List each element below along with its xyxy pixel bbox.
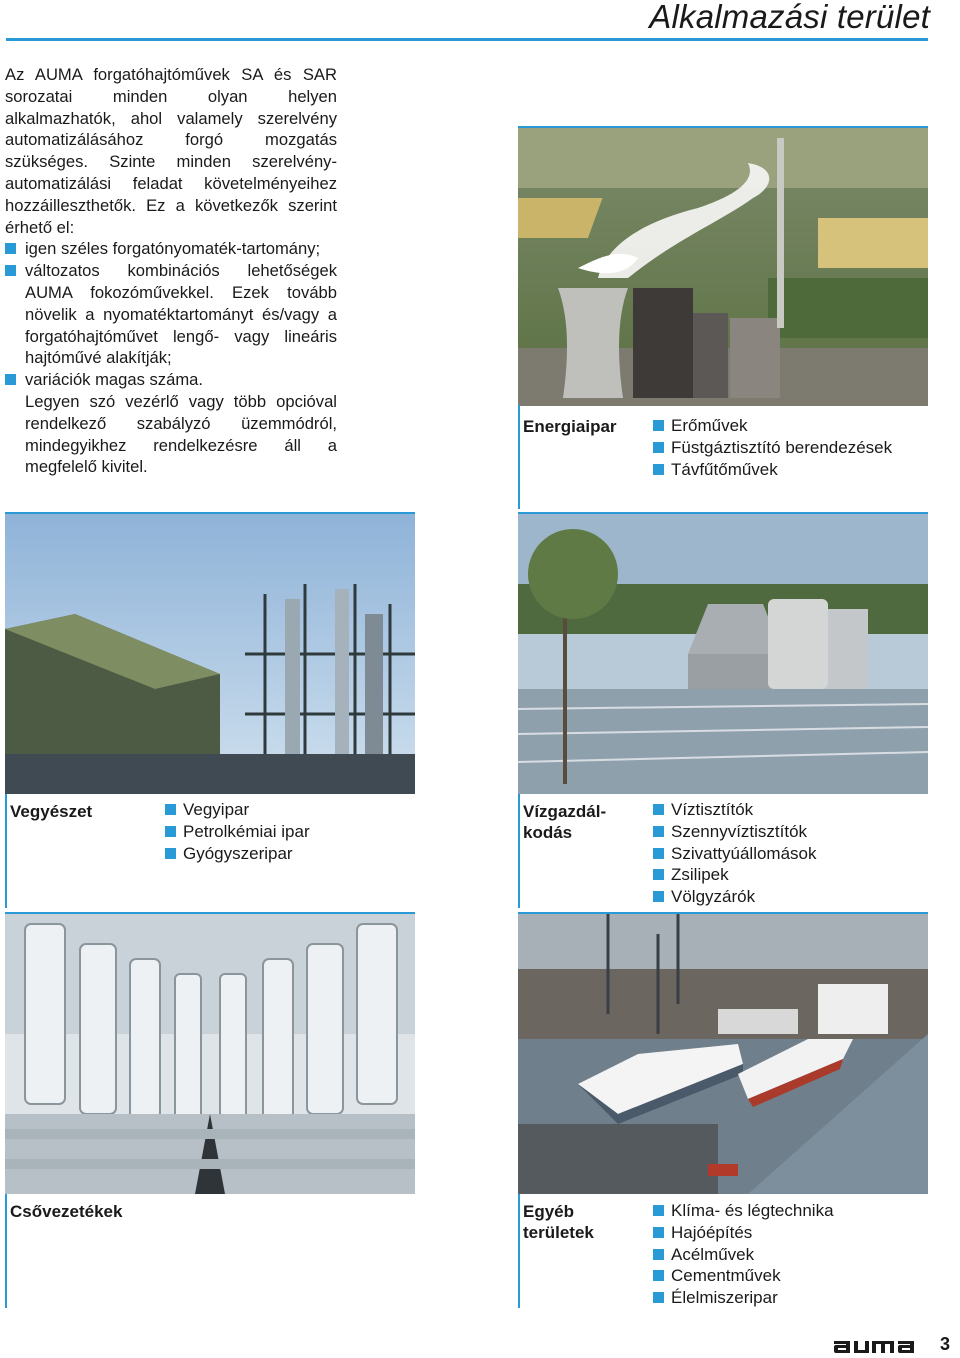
section-title-line: területek: [523, 1223, 594, 1242]
energy-list: [653, 415, 892, 480]
list-item: Cementművek: [653, 1265, 834, 1287]
section-rule: [5, 1194, 7, 1308]
list-item: Szennyvíztisztítók: [653, 821, 817, 843]
list-item: Acélművek: [653, 1244, 834, 1266]
pipeline-valves-photo: [5, 914, 415, 1194]
list-item: Völgyzárók: [653, 886, 817, 908]
section-title-chemistry: Vegyészet: [10, 802, 93, 821]
intro-bullet: variációk magas száma.: [5, 369, 337, 391]
section-rule: [5, 794, 7, 908]
section-title-line: Vízgazdál-: [523, 802, 607, 821]
chemical-plant-photo: [5, 514, 415, 794]
chemistry-list: [165, 799, 310, 864]
section-title-other: [523, 1201, 594, 1243]
list-item: Zsilipek: [653, 864, 817, 886]
section-title-line: kodás: [523, 823, 573, 842]
list-item: Szivattyúállomások: [653, 843, 817, 865]
page-number: 3: [940, 1334, 951, 1354]
list-item: Hajóépítés: [653, 1222, 834, 1244]
intro-bullet: igen széles forgatónyomaték-tartomány;: [5, 238, 337, 260]
section-rule: [518, 1194, 520, 1308]
section-title-pipelines: Csővezetékek: [10, 1202, 123, 1221]
water-treatment-photo: [518, 514, 928, 794]
auma-logo: [834, 1335, 920, 1358]
power-plant-photo: [518, 128, 928, 406]
section-rule: [518, 794, 520, 908]
shipyard-photo: [518, 914, 928, 1194]
list-item: Vegyipar: [165, 799, 310, 821]
intro-paragraph: Az AUMA forgatóhajtóművek SA és SAR sorozatai minden olyan helyen alkalmazhatók, ahol valamely szerelvény automatizálásához forgó mozgatás szükséges. Szinte minden szerelvény-automatizálási feladat követelményeihez hozzáilleszthetők. Ez a következők szerint érhető el:: [5, 65, 337, 237]
list-item: Távfűtőművek: [653, 459, 892, 481]
title-rule: [6, 38, 928, 41]
list-item: Klíma- és légtechnika: [653, 1200, 834, 1222]
list-item: Petrolkémiai ipar: [165, 821, 310, 843]
section-title-line: Egyéb: [523, 1202, 575, 1221]
intro-bullet: változatos kombinációs lehetőségek AUMA fokozóművekkel. Ezek tovább növelik a nyomatéktartományt és/vagy a forgatóhajtóművet lengő- vagy lineáris hajtóművé alakítják;: [5, 260, 337, 369]
page-title: Alkalmazási terület: [649, 0, 930, 35]
intro-text: [5, 64, 337, 478]
water-list: [653, 799, 817, 908]
section-rule: [518, 405, 520, 509]
intro-closing: Legyen szó vezérlő vagy több opcióval rendelkező szabályzó üzemmódról, mindegyikhez rendelkezésre áll a megfelelő kivitel.: [25, 391, 337, 477]
list-item: Erőművek: [653, 415, 892, 437]
list-item: Víztisztítók: [653, 799, 817, 821]
other-list: [653, 1200, 834, 1309]
list-item: Élelmiszeripar: [653, 1287, 834, 1309]
list-item: Füstgáztisztító berendezések: [653, 437, 892, 459]
section-title-energy: Energiaipar: [523, 417, 617, 436]
section-title-water: [523, 801, 606, 843]
list-item: Gyógyszeripar: [165, 843, 310, 865]
intro-bullets: [5, 238, 337, 391]
